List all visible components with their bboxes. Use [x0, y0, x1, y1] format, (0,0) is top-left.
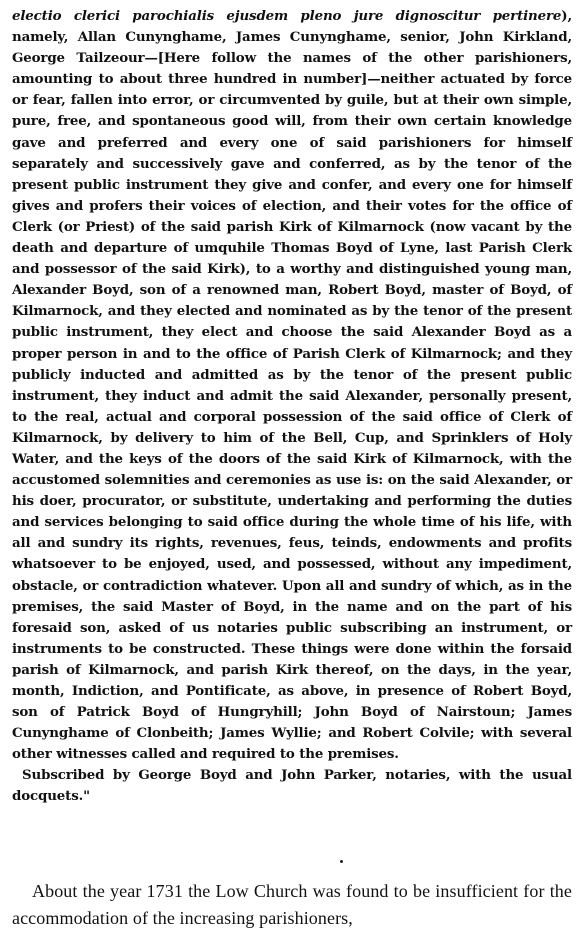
quote-paragraph [12, 6, 572, 765]
stray-mark [340, 860, 343, 863]
quoted-instrument [12, 6, 572, 808]
subscribed-line: Subscribed by George Boyd and John Parker, notaries, with the usual docquets." [12, 767, 572, 805]
latin-opening: electio clerici parochialis ejusdem pleno jure dignoscitur pertinere [12, 8, 562, 24]
quote-main-text: ), namely, Allan Cunynghame, James Cunynghame, senior, John Kirkland, George Tailzeour—[Here follow the names of the other parishioners, amounting to about three hundred in number]—neither actuated by force or fear, fallen into error, or circumvented by guile, but at their own simple, pure, free, and spontaneous good will, from their own certain knowledge gave and preferred and every one of said parishioners for himself separately and successively gave and conferred, as by the tenor of the present public instrument they give and confer, and every one for himself gives and profers their voices of election, and their votes for the office of Clerk (or Priest) of the said parish Kirk of Kilmarnock (now vacant by the death and departure of umquhile Thomas Boyd of Lyne, last Parish Clerk and possessor of the said Kirk), to a worthy and distinguished young man, Alexander Boyd, son of a renowned man, Robert Boyd, master of Boyd, of Kilmarnock, and they elected and nominated as by the tenor of the present public instrument, they elect and choose the said Alexander Boyd as a proper person in and to the office of Parish Clerk of Kilmarnock; and they publicly inducted and admitted as by the tenor of the present public instrument, they induct and admit the said Alexander, personally present, to the real, actual and corporal possession of the said office of Clerk of Kilmarnock, by delivery to him of the Bell, Cup, and Sprinklers of Holy Water, and the keys of the doors of the said Kirk of Kilmarnock, with the accustomed solemnities and ceremonies as use is: on the said Alexander, or his doer, procurator, or substitute, undertaking and performing the duties and services belonging to said office during the whole time of his life, with all and sundry its rights, revenues, feus, teinds, endowments and profits whatsoever to be enjoyed, used, and possessed, without any impediment, obstacle, or contradiction whatever. Upon all and sundry of which, as in the premises, the said Master of Boyd, in the name and on the part of his foresaid son, asked of us notaries public subscribing an instrument, or instruments to be constructed. These things were done within the forsaid parish of Kilmarnock, and parish Kirk thereof, on the days, in the year, month, Indiction, and Pontificate, as above, in presence of Robert Boyd, son of Patrick Boyd of Hungryhill; John Boyd of Nairstoun; James Cunynghame of Clonbeith; James Wyllie; and Robert Colvile; with several other witnesses called and required to the premises. [12, 8, 572, 763]
body-paragraph: About the year 1731 the Low Church was found to be insufficient for the accommodation of the increasing parishioners, [12, 881, 572, 928]
